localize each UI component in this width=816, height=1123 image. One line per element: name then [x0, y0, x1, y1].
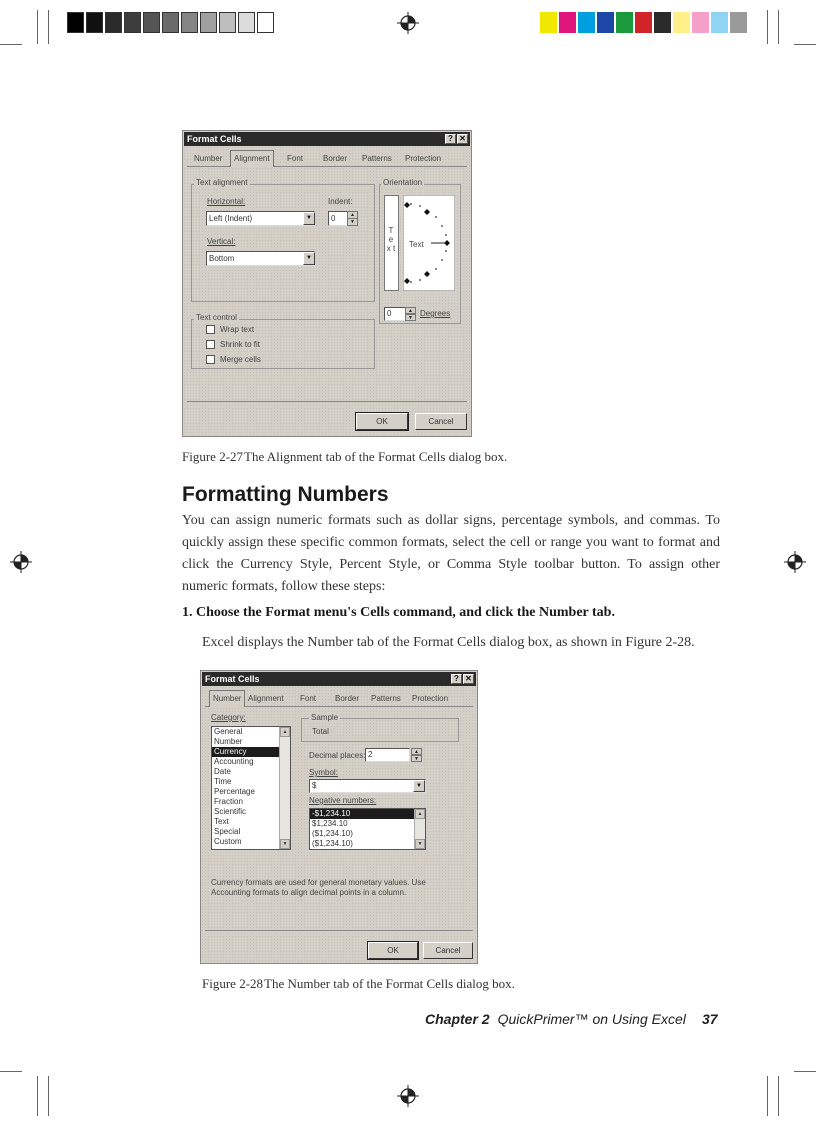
gray-swatch — [86, 12, 103, 33]
spin-up-icon[interactable]: ▲ — [347, 211, 358, 219]
chevron-down-icon[interactable]: ▼ — [303, 252, 315, 265]
gray-swatch — [181, 12, 198, 33]
category-label: Category: — [211, 713, 246, 722]
degrees-label: Degrees — [420, 309, 451, 318]
tab-alignment[interactable]: Alignment — [230, 150, 274, 167]
tab-font[interactable]: Font — [287, 154, 304, 163]
footer-title: QuickPrimer™ on Using Excel — [497, 1011, 686, 1027]
vertical-select[interactable]: Bottom — [206, 251, 315, 266]
color-swatch — [616, 12, 633, 33]
figure-2-27-caption — [182, 449, 507, 465]
category-list[interactable]: General Number Currency Accounting Date Time Percentage Fraction Scientific Text Special Custom ▲ ▼ — [211, 726, 291, 850]
symbol-label: Symbol: — [309, 768, 338, 777]
gray-swatch — [67, 12, 84, 33]
sample-value: Total — [312, 727, 329, 736]
horizontal-select[interactable]: Left (Indent) — [206, 211, 315, 226]
tab-alignment[interactable]: Alignment — [248, 694, 284, 703]
color-swatch — [711, 12, 728, 33]
category-item[interactable]: Currency — [212, 747, 290, 757]
gray-swatch — [238, 12, 255, 33]
merge-cells-label: Merge cells — [220, 355, 261, 364]
category-item[interactable]: General — [214, 727, 243, 736]
format-cells-dialog-number — [200, 670, 478, 964]
color-swatch — [578, 12, 595, 33]
category-item[interactable]: Number — [214, 737, 243, 746]
gray-swatch — [105, 12, 122, 33]
decimal-places-input[interactable]: 2 — [365, 748, 410, 762]
color-swatch — [559, 12, 576, 33]
tab-font[interactable]: Font — [300, 694, 317, 703]
negative-format-item[interactable]: $1,234.10 — [312, 819, 348, 828]
page-footer — [425, 1011, 686, 1027]
figure-2-28-caption — [202, 976, 515, 992]
color-swatch — [654, 12, 671, 33]
category-item[interactable]: Time — [214, 777, 232, 786]
symbol-select[interactable]: $ — [309, 779, 426, 793]
tab-patterns[interactable]: Patterns — [362, 154, 392, 163]
negative-format-item[interactable]: ($1,234.10) — [312, 829, 353, 838]
dialog-titlebar — [184, 132, 470, 146]
degrees-input[interactable]: 0 — [384, 307, 406, 321]
step-1-title: 1. Choose the Format menu's Cells command, and click the Number tab. — [182, 605, 615, 620]
shrink-to-fit-checkbox[interactable] — [206, 340, 215, 349]
figure-text: The Alignment tab of the Format Cells dialog box. — [244, 449, 508, 464]
gray-swatch — [162, 12, 179, 33]
wrap-text-checkbox[interactable] — [206, 325, 215, 334]
help-button[interactable]: ? — [445, 134, 456, 144]
tab-border[interactable]: Border — [335, 694, 360, 703]
wrap-text-label: Wrap text — [220, 325, 255, 334]
category-item[interactable]: Text — [214, 817, 229, 826]
text-alignment-group-label: Text alignment — [196, 178, 248, 187]
color-swatch — [692, 12, 709, 33]
tab-number[interactable]: Number — [194, 154, 223, 163]
help-button[interactable]: ? — [451, 674, 462, 684]
registration-mark-icon — [397, 12, 419, 34]
dialog-title: Format Cells — [187, 134, 242, 144]
tab-number[interactable]: Number — [209, 690, 245, 707]
negative-format-item[interactable]: ($1,234.10) — [312, 839, 353, 848]
spin-up-icon[interactable]: ▲ — [411, 748, 422, 755]
vertical-label: Vertical: — [207, 237, 236, 246]
figure-number: Figure 2-28 — [202, 976, 264, 991]
page-number: 37 — [702, 1011, 718, 1027]
color-swatch — [597, 12, 614, 33]
horizontal-label: Horizontal: — [207, 197, 246, 206]
negative-numbers-label: Negative numbers: — [309, 796, 377, 805]
section-heading: Formatting Numbers — [182, 483, 389, 506]
spin-down-icon[interactable]: ▼ — [411, 755, 422, 762]
category-item[interactable]: Fraction — [214, 797, 243, 806]
decimal-places-label: Decimal places: — [309, 751, 366, 760]
chevron-down-icon[interactable]: ▼ — [413, 780, 425, 792]
tab-patterns[interactable]: Patterns — [371, 694, 401, 703]
gray-swatch — [219, 12, 236, 33]
category-item[interactable]: Date — [214, 767, 231, 776]
format-description: Currency formats are used for general monetary values. Use Accounting formats to align decimal points in a column. — [211, 878, 426, 897]
text-control-group-label: Text control — [196, 313, 237, 322]
sample-group-label: Sample — [311, 713, 339, 722]
gray-swatch — [200, 12, 217, 33]
negative-numbers-list[interactable]: -$1,234.10 $1,234.10 ($1,234.10) ($1,234.10) ▲ ▼ — [309, 808, 426, 850]
footer-chapter: Chapter 2 — [425, 1011, 490, 1027]
color-swatch — [635, 12, 652, 33]
merge-cells-checkbox[interactable] — [206, 355, 215, 364]
registration-mark-icon — [397, 1085, 419, 1107]
intro-paragraph: You can assign numeric formats such as dollar signs, percentage symbols, and commas. To quickly assign these specific common formats, select the cell or range you want to format and click the Currency Style, Percent Style, or Comma Style toolbar button. To assign other numeric formats, follow these steps: — [182, 513, 720, 594]
format-cells-dialog-alignment — [182, 130, 472, 437]
tab-protection[interactable]: Protection — [412, 694, 449, 703]
spin-up-icon[interactable]: ▲ — [405, 307, 416, 314]
cancel-button[interactable]: Cancel — [423, 942, 473, 959]
chevron-down-icon[interactable]: ▼ — [303, 212, 315, 225]
ok-button[interactable]: OK — [368, 942, 418, 959]
color-swatch — [673, 12, 690, 33]
close-button[interactable]: ✕ — [463, 674, 474, 684]
spin-down-icon[interactable]: ▼ — [347, 218, 358, 226]
category-item[interactable]: Custom — [214, 837, 242, 846]
category-item[interactable]: Special — [214, 827, 241, 836]
indent-label: Indent: — [328, 197, 353, 206]
orientation-text: Text — [409, 240, 424, 249]
spin-down-icon[interactable]: ▼ — [405, 314, 416, 321]
registration-mark-icon — [784, 551, 806, 573]
dialog-titlebar — [202, 672, 476, 686]
gray-swatch — [124, 12, 141, 33]
category-item[interactable]: Accounting — [214, 757, 254, 766]
orientation-group-label: Orientation — [383, 178, 423, 187]
indent-input[interactable]: 0 — [328, 211, 348, 226]
shrink-to-fit-label: Shrink to fit — [220, 340, 261, 349]
vertical-text: T e x t — [386, 226, 396, 253]
ok-button[interactable]: OK — [356, 413, 408, 430]
cancel-button[interactable]: Cancel — [415, 413, 467, 430]
registration-mark-icon — [10, 551, 32, 573]
step-1-description: Excel displays the Number tab of the Format Cells dialog box, as shown in Figure 2-28. — [202, 635, 695, 650]
gray-swatch — [143, 12, 160, 33]
close-button[interactable]: ✕ — [457, 134, 468, 144]
color-swatch — [540, 12, 557, 33]
dialog-title: Format Cells — [205, 674, 260, 684]
tab-border[interactable]: Border — [323, 154, 348, 163]
color-swatch — [730, 12, 747, 33]
category-item[interactable]: Percentage — [214, 787, 255, 796]
category-item[interactable]: Scientific — [214, 807, 247, 816]
negative-format-item[interactable]: -$1,234.10 — [310, 809, 425, 819]
tab-protection[interactable]: Protection — [405, 154, 442, 163]
figure-text: The Number tab of the Format Cells dialog box. — [264, 976, 515, 991]
figure-number: Figure 2-27 — [182, 449, 244, 464]
gray-swatch — [257, 12, 274, 33]
